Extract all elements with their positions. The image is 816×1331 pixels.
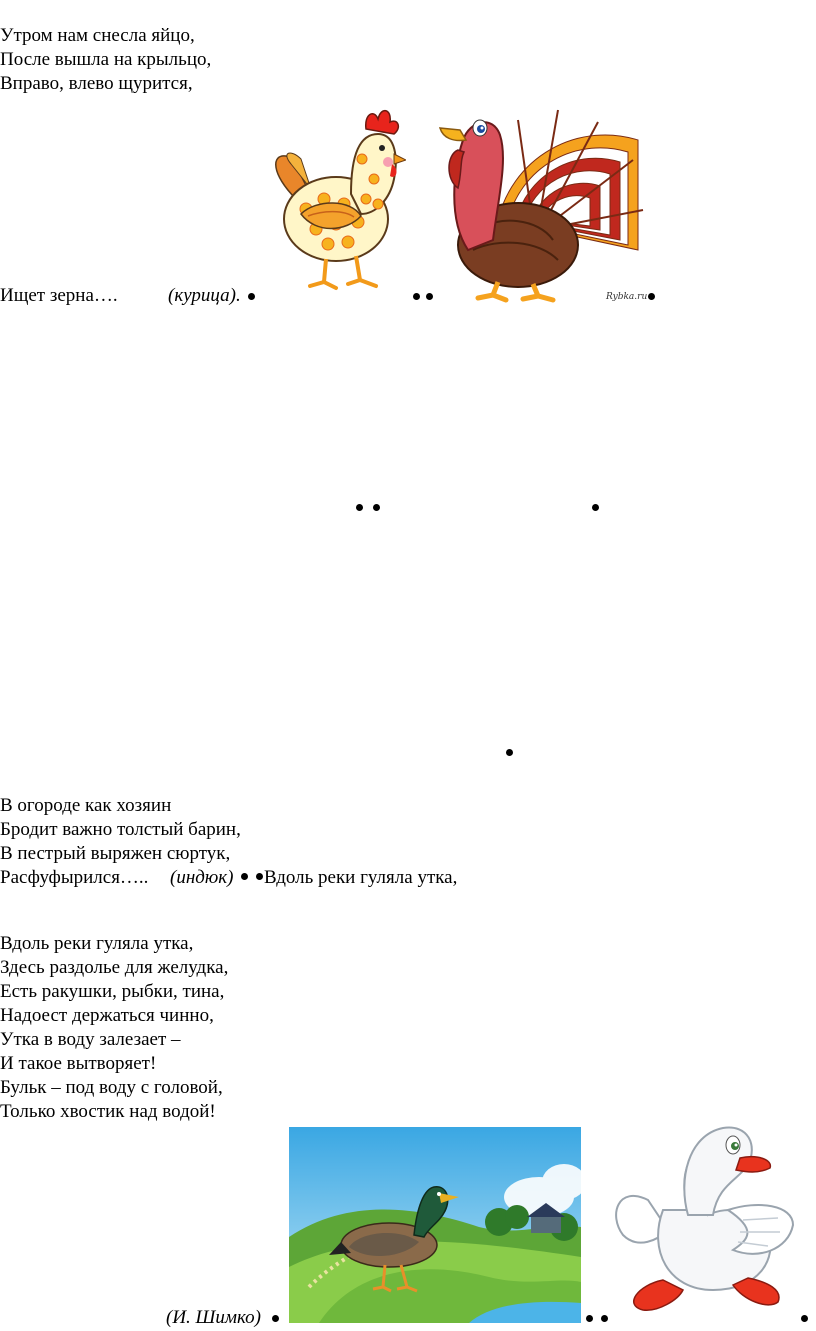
bullet-dot [256,873,263,880]
poem3-line-6: И такое вытворяет! [0,1053,157,1074]
poem3-line-5: Утка в воду залезает – [0,1029,181,1050]
poem1-line-2: После вышла на крыльцо, [0,49,212,70]
turkey-image [438,100,648,305]
poem1-line-1: Утром нам снесла яйцо, [0,25,195,46]
bullet-dot [601,1315,608,1322]
bullet-dot [373,504,380,511]
bullet-dot [426,293,433,300]
bullet-dot [413,293,420,300]
goose-image [608,1120,798,1325]
poem1-last-line: Ищет зерна…. [0,285,118,306]
hen-image [266,104,406,294]
poem2-line-3: В пестрый выряжен сюртук, [0,843,231,864]
bullet-dot [801,1315,808,1322]
poem1-answer: (курица). [168,285,241,306]
bullet-dot [248,293,255,300]
poem3-line-4: Надоест держаться чинно, [0,1005,214,1026]
bullet-dot [272,1315,279,1322]
bullet-dot [648,293,655,300]
bullet-dot [356,504,363,511]
poem3-line-1: Вдоль реки гуляла утка, [0,933,194,954]
poem3-line-7: Бульк – под воду с головой, [0,1077,223,1098]
bullet-dot [586,1315,593,1322]
poem2-line-2: Бродит важно толстый барин, [0,819,241,840]
bullet-dot [506,749,513,756]
poem3-line-8: Только хвостик над водой! [0,1101,216,1122]
poem3-line-3: Есть ракушки, рыбки, тина, [0,981,225,1002]
image-signature: Rybka.ru [606,292,648,302]
bullet-dot [241,873,248,880]
poem1-line-3: Вправо, влево щурится, [0,73,193,94]
bullet-dot [592,504,599,511]
poem2-trailing-text: Вдоль реки гуляла утка, [264,867,458,888]
poem2-last-line: Расфуфырился….. [0,867,149,888]
duck-landscape-image [289,1127,581,1323]
poem3-author: (И. Шимко) [166,1307,261,1328]
poem3-line-2: Здесь раздолье для желудка, [0,957,229,978]
poem2-line-1: В огороде как хозяин [0,795,172,816]
poem2-answer: (индюк) [170,867,234,888]
